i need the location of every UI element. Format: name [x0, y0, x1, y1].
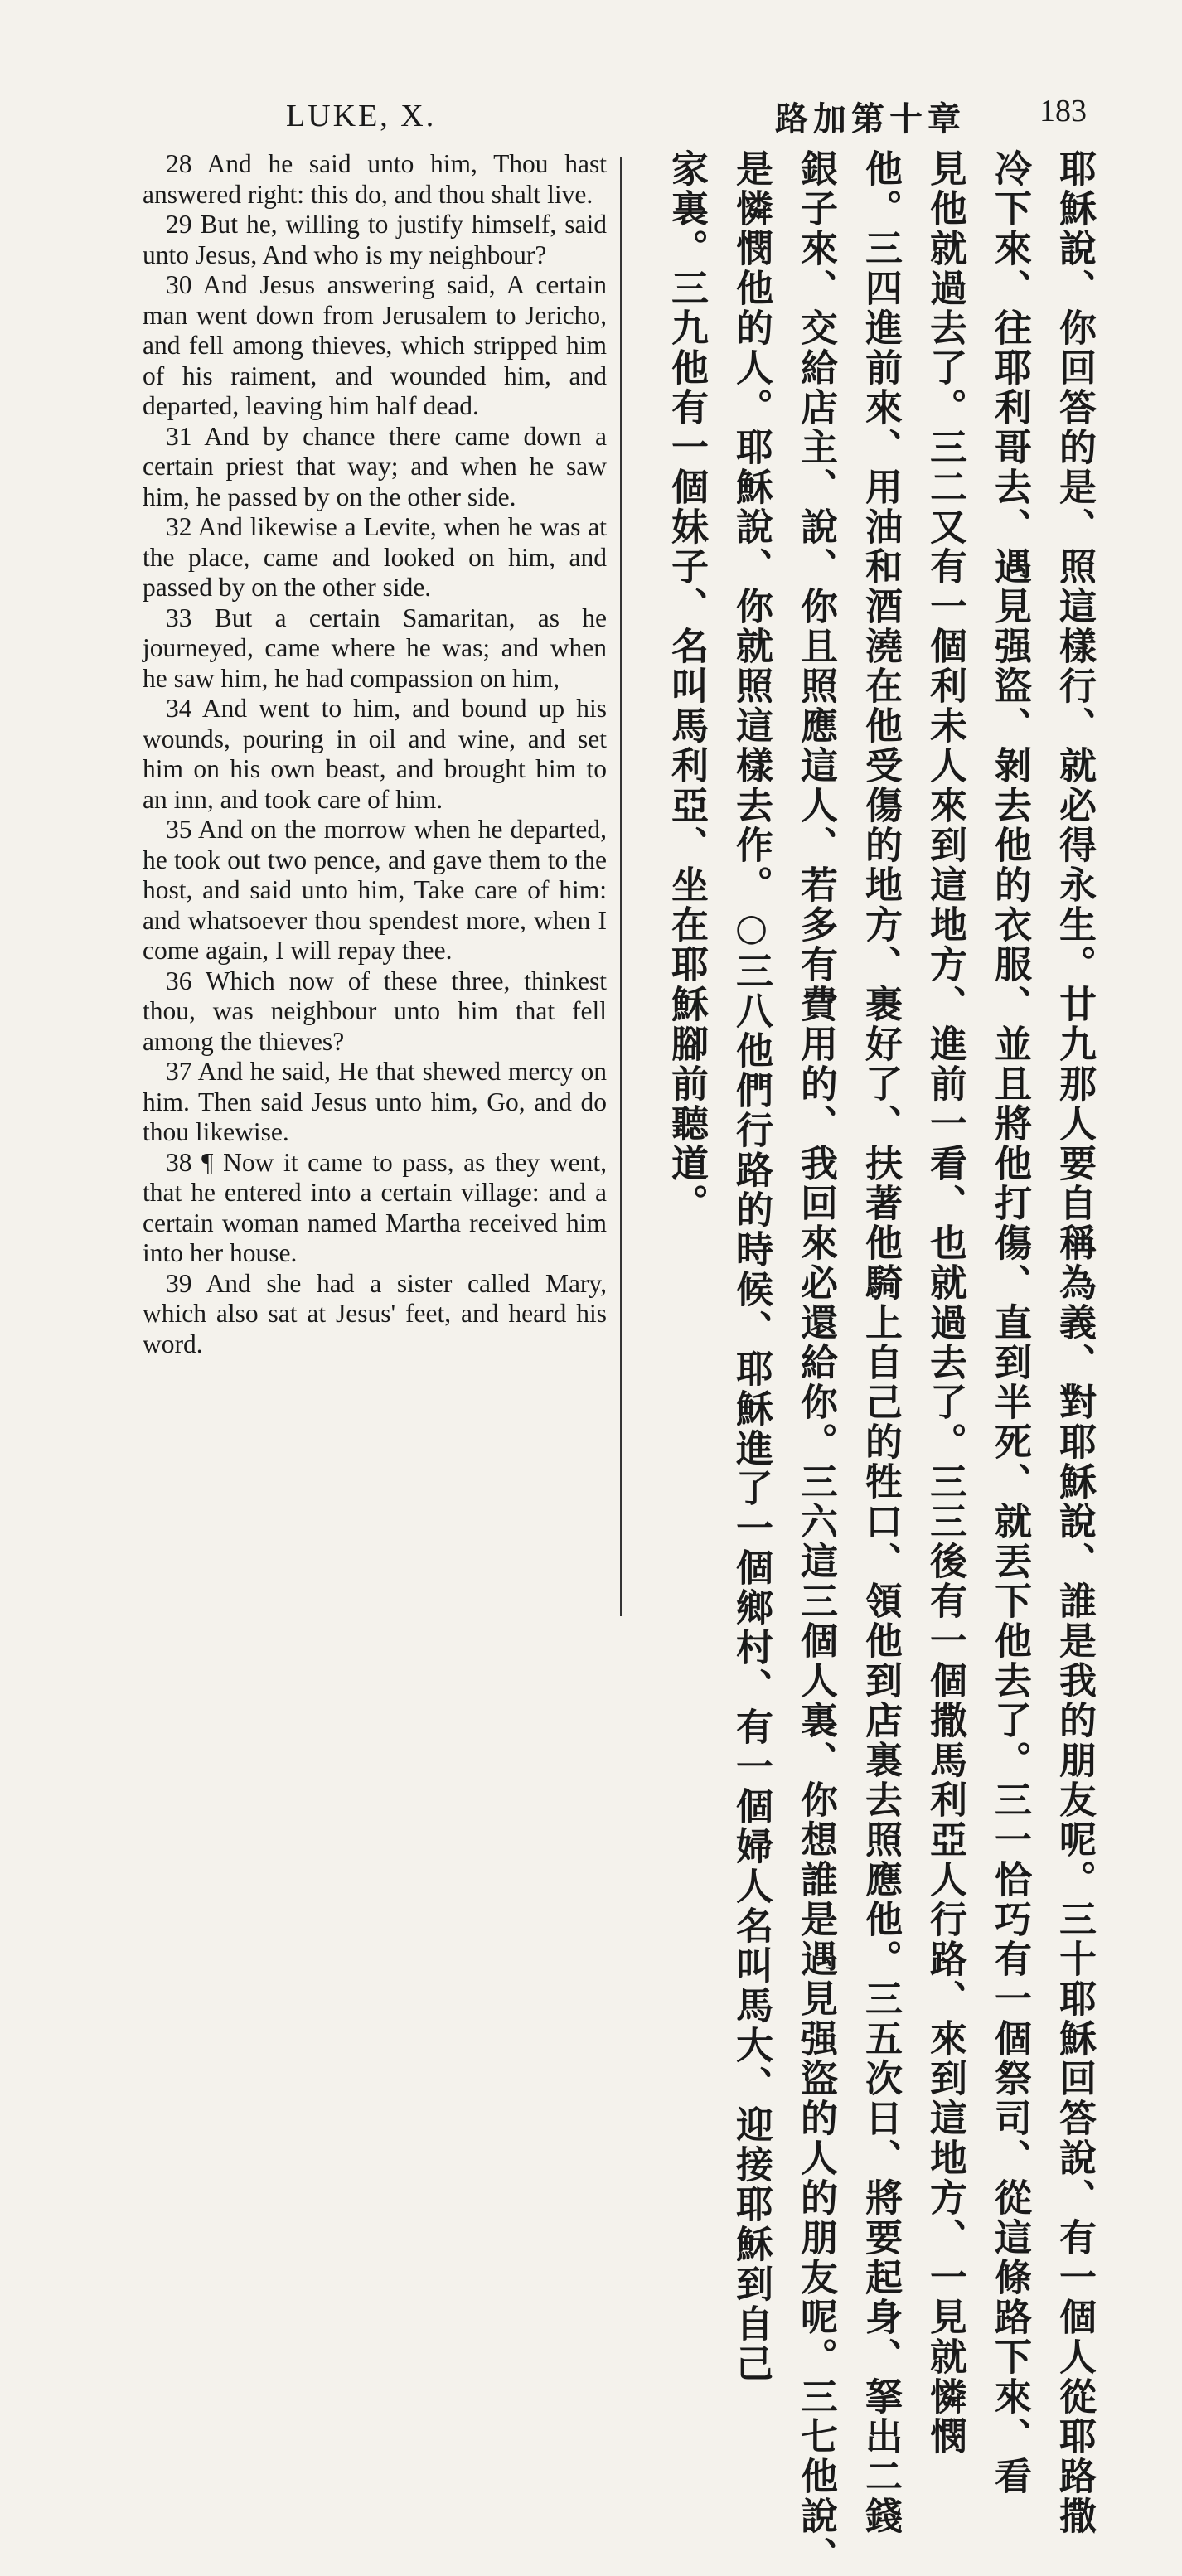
chinese-column-1: 耶穌說、你回答的是、照這樣行、就必得永生。廿九那人要自稱為義、對耶穌說、誰是我的朋友呢。三十耶穌回答說、有一個人從耶路撒 — [1053, 149, 1097, 2536]
verse-number: 39 — [166, 1268, 192, 1298]
running-head-chinese: 路加第十章 — [775, 100, 966, 138]
verse-text: And on the morrow when he departed, he took out two pence, and gave them to the host, and said unto him, Take care of him: and whatsoever thou spendest more, when I come again, I will repay thee. — [143, 815, 607, 965]
verse-text: Which now of these three, thinkest thou, was neighbour unto him that fell among the thieves? — [143, 966, 608, 1056]
verse-31 — [143, 422, 607, 513]
verse-28 — [143, 149, 607, 210]
verse-text: And Jesus answering said, A certain man went down from Jerusalem to Jericho, and fell among thieves, which stripped him of his raiment, and wounded him, and departed, leaving him half dead. — [143, 270, 608, 420]
verse-34 — [143, 694, 607, 815]
verse-number: 28 — [166, 149, 192, 178]
verse-30 — [143, 270, 607, 422]
verse-number: 34 — [166, 694, 192, 723]
verse-36 — [143, 966, 607, 1058]
verse-text: And he said unto him, Thou hast answered right: this do, and thou shalt live. — [143, 149, 608, 209]
verse-37 — [143, 1057, 607, 1148]
chinese-column-6: 是憐憫他的人。耶穌說、你就照這樣去作。○三八他們行路的時候、耶穌進了一個鄉村、有一個婦人名叫馬大、迎接耶穌到自己 — [729, 149, 773, 2384]
verse-number: 32 — [166, 512, 192, 541]
verse-38 — [143, 1148, 607, 1269]
column-divider — [620, 157, 622, 1616]
verse-number: 38 — [166, 1147, 192, 1177]
verse-35 — [143, 815, 607, 966]
verse-text: And by chance there came down a certain priest that way; and when he saw him, he passed by on the other side. — [143, 421, 607, 511]
chinese-column-5: 銀子來、交給店主、說、你且照應這人、若多有費用的、我回來必還給你。三六這三個人裏、你想誰是遇見强盜的人的朋友呢。三七他說、 — [794, 149, 838, 2576]
verse-number: 33 — [166, 603, 192, 632]
chinese-column-3: 見他就過去了。三二又有一個利未人來到這地方、進前一看、也就過去了。三三後有一個撒馬利亞人行路、來到這地方、一見就憐憫 — [923, 149, 967, 2457]
english-text-column — [143, 149, 607, 1359]
verse-33 — [143, 603, 607, 695]
verse-text: And she had a sister called Mary, which also sat at Jesus' feet, and heard his word. — [143, 1268, 607, 1358]
chinese-column-4: 他。三四進前來、用油和酒澆在他受傷的地方、裹好了、扶著他騎上自己的牲口、領他到店裏去照應他。三五次日、將要起身、拏出二錢 — [859, 149, 903, 2536]
chinese-column-7: 家裏。三九他有一個妹子、名叫馬利亞、坐在耶穌腳前聽道。 — [665, 149, 709, 1223]
verse-32 — [143, 512, 607, 603]
verse-number: 31 — [166, 421, 192, 451]
verse-text: But a certain Samaritan, as he journeyed, came where he was; and when he saw him, he had compassion on him, — [143, 603, 608, 693]
verse-number: 36 — [166, 966, 192, 995]
verse-text: And went to him, and bound up his wounds, pouring in oil and wine, and set him on his own beast, and brought him to an inn, and took care of him. — [143, 694, 607, 814]
verse-number: 29 — [166, 210, 192, 239]
verse-text: But he, willing to justify himself, said unto Jesus, And who is my neighbour? — [143, 210, 608, 269]
verse-number: 37 — [166, 1057, 192, 1086]
verse-text: And likewise a Levite, when he was at the place, came and looked on him, and passed by on the other side. — [143, 512, 607, 602]
page-number: 183 — [1039, 94, 1087, 128]
verse-number: 30 — [166, 270, 192, 299]
verse-text: ¶ Now it came to pass, as they went, that he entered into a certain village: and a certain woman named Martha received him into her house. — [143, 1147, 607, 1267]
verse-text: And he said, He that shewed mercy on him. Then said Jesus unto him, Go, and do thou likewise. — [143, 1057, 607, 1146]
verse-29 — [143, 210, 607, 270]
verse-39 — [143, 1269, 607, 1360]
verse-number: 35 — [166, 815, 192, 844]
chinese-text-column — [634, 149, 1098, 2576]
running-head-english: LUKE, X. — [286, 99, 437, 133]
chinese-column-2: 冷下來、往耶利哥去、遇見强盜、剝去他的衣服、並且將他打傷、直到半死、就丟下他去了。三一恰巧有一個祭司、從這條路下來、看 — [988, 149, 1032, 2496]
